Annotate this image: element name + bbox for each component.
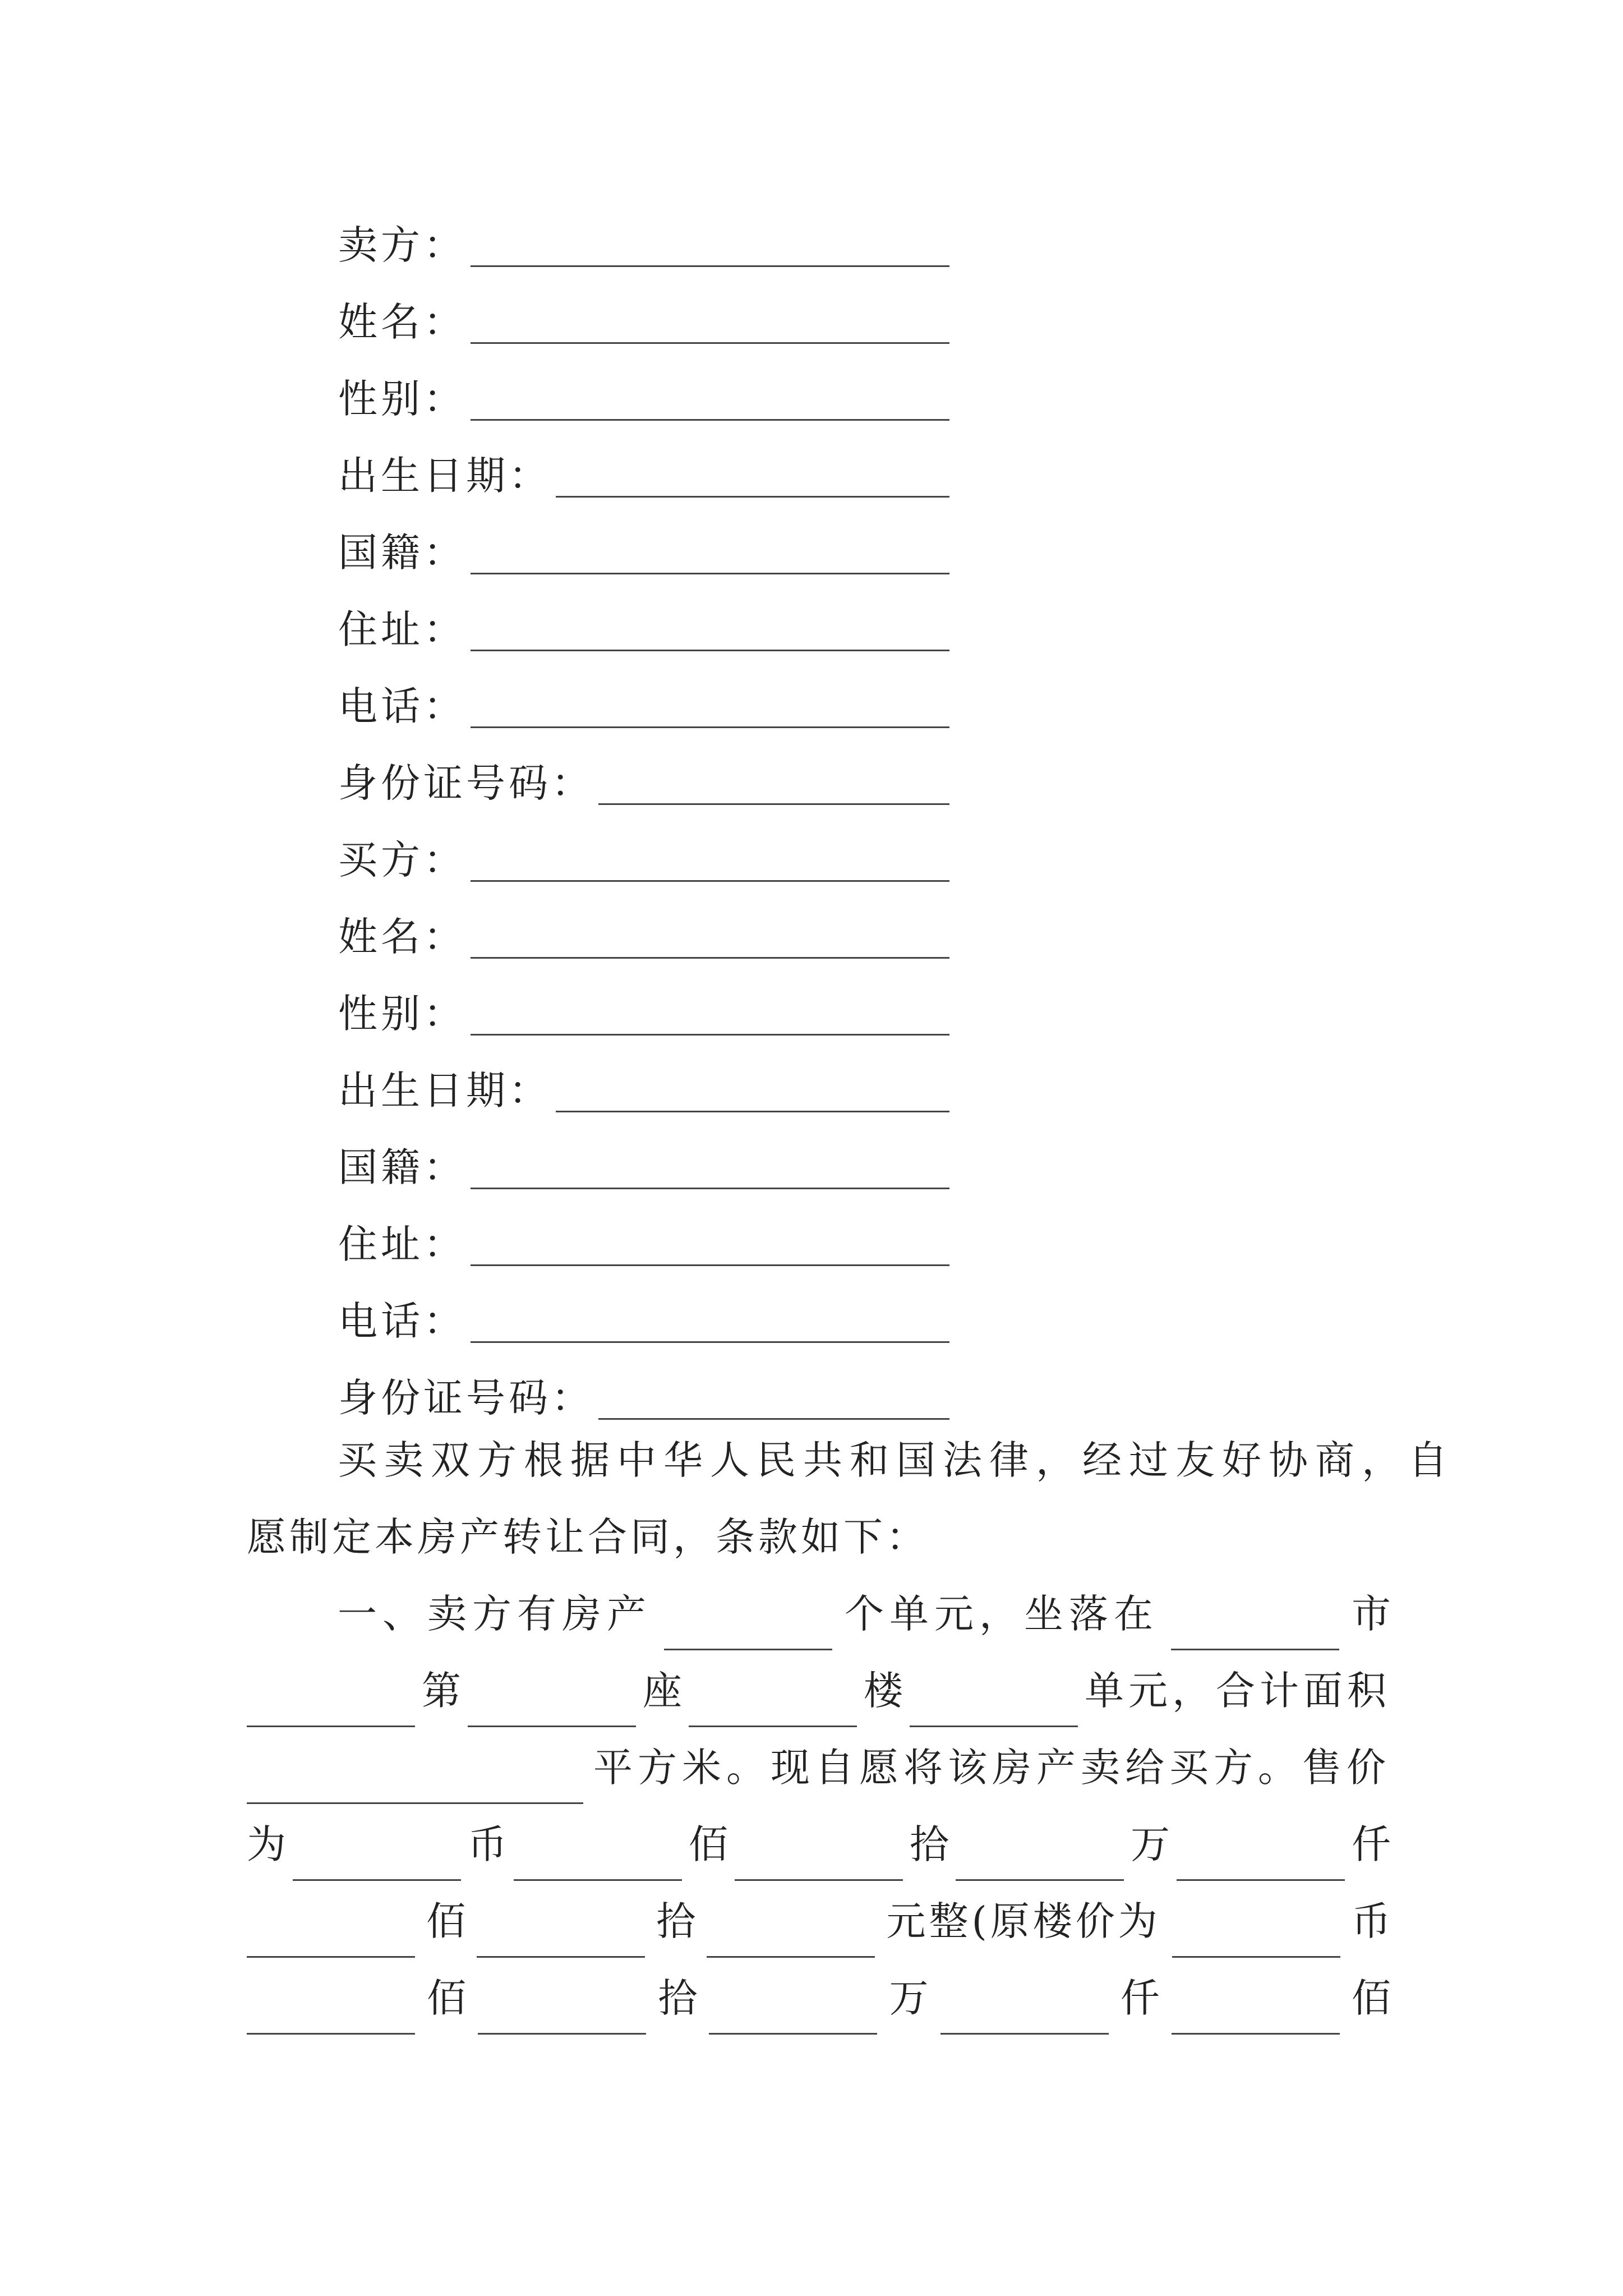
clause-text: 座 xyxy=(643,1668,682,1714)
clause-text: 币 xyxy=(1351,1898,1391,1944)
field-label: 国籍： xyxy=(338,1144,466,1190)
building-blank[interactable] xyxy=(689,1726,857,1727)
seller-party-blank[interactable] xyxy=(471,265,949,267)
field-label: 国籍： xyxy=(338,530,466,576)
field-label: 住址： xyxy=(338,1221,466,1267)
seller-birthdate-blank[interactable] xyxy=(556,496,949,498)
seller-address-row xyxy=(338,586,949,654)
clause-1-line-5 xyxy=(247,1900,1391,1977)
price-ten-million-blank[interactable] xyxy=(735,1879,903,1881)
clause-text: 拾 xyxy=(910,1821,949,1867)
clause-text: 拾 xyxy=(658,1975,698,2021)
clause-text: 仟 xyxy=(1352,1821,1391,1867)
area-blank[interactable] xyxy=(247,1802,583,1804)
field-label: 姓名： xyxy=(338,299,466,345)
clause-text: 仟 xyxy=(1120,1975,1160,2021)
buyer-phone-blank[interactable] xyxy=(471,1341,949,1343)
price-ten-blank[interactable] xyxy=(477,1956,645,1958)
original-hundred-blank[interactable] xyxy=(1172,2033,1340,2035)
seller-nationality-blank[interactable] xyxy=(471,573,949,574)
clause-text: 楼 xyxy=(864,1668,903,1714)
price-million-blank[interactable] xyxy=(956,1879,1124,1881)
clause-text: 拾 xyxy=(656,1898,696,1944)
seller-nationality-row xyxy=(338,509,949,577)
intro-text-2: 愿制定本房产转让合同，条款如下： xyxy=(247,1514,929,1560)
clause-text: 第 xyxy=(422,1668,461,1714)
seller-address-blank[interactable] xyxy=(471,650,949,651)
seller-name-row xyxy=(338,279,949,346)
buyer-address-row xyxy=(338,1201,949,1268)
buyer-birthdate-blank[interactable] xyxy=(556,1111,949,1112)
clause-text: 佰 xyxy=(427,1975,467,2021)
clause-text: 个单元，坐落在 xyxy=(845,1591,1159,1637)
seller-name-blank[interactable] xyxy=(471,342,949,344)
buyer-name-blank[interactable] xyxy=(471,957,949,959)
seller-party-row xyxy=(338,202,949,269)
buyer-id-blank[interactable] xyxy=(598,1418,949,1420)
currency-blank[interactable] xyxy=(293,1879,461,1881)
block-blank[interactable] xyxy=(468,1726,636,1727)
clause-1-line-4 xyxy=(247,1823,1391,1900)
seller-id-row xyxy=(338,740,949,807)
seller-phone-blank[interactable] xyxy=(471,726,949,728)
field-label: 性别： xyxy=(338,376,466,422)
original-million-blank[interactable] xyxy=(709,2033,877,2035)
location-blank[interactable] xyxy=(1171,1649,1339,1650)
buyer-birthdate-row xyxy=(338,1047,949,1115)
clause-text: 元整(原楼价为 xyxy=(886,1898,1161,1944)
clause-text: 佰 xyxy=(426,1898,466,1944)
price-thousand-blank[interactable] xyxy=(1177,1879,1345,1881)
field-label: 出生日期： xyxy=(338,453,551,499)
seller-gender-row xyxy=(338,356,949,423)
clause-text: 平方米。现自愿将该房产卖给买方。售价 xyxy=(593,1745,1391,1791)
intro-paragraph xyxy=(247,1437,1455,1593)
price-hundred-million-blank[interactable] xyxy=(514,1879,682,1881)
seller-id-blank[interactable] xyxy=(598,803,949,805)
original-hundred-million-blank[interactable] xyxy=(247,2033,415,2035)
buyer-name-row xyxy=(338,894,949,961)
clause-text: 为 xyxy=(247,1821,286,1867)
original-currency-blank[interactable] xyxy=(1172,1956,1340,1958)
clause-text: 佰 xyxy=(689,1821,728,1867)
field-label: 住址： xyxy=(338,606,466,652)
original-ten-million-blank[interactable] xyxy=(478,2033,646,2035)
buyer-nationality-blank[interactable] xyxy=(471,1188,949,1189)
field-label: 性别： xyxy=(338,991,466,1037)
intro-text-1: 买卖双方根据中华人民共和国法律，经过友好协商，自 xyxy=(338,1437,1455,1483)
unit-blank[interactable] xyxy=(910,1726,1078,1727)
seller-birthdate-row xyxy=(338,432,949,500)
price-hundred-blank[interactable] xyxy=(247,1956,415,1958)
buyer-party-blank[interactable] xyxy=(471,880,949,882)
field-label: 买方： xyxy=(338,837,466,883)
clause-1-line-6 xyxy=(247,1977,1391,2054)
clause-text: 单元，合计面积 xyxy=(1085,1668,1391,1714)
clause-text: 万 xyxy=(1131,1821,1170,1867)
buyer-gender-row xyxy=(338,970,949,1038)
clause-text: 市 xyxy=(1352,1591,1391,1637)
clause-1-line-3 xyxy=(247,1746,1391,1823)
buyer-party-row xyxy=(338,817,949,884)
seller-gender-blank[interactable] xyxy=(471,419,949,421)
price-unit-blank[interactable] xyxy=(707,1956,875,1958)
field-label: 姓名： xyxy=(338,914,466,960)
field-label: 身份证号码： xyxy=(338,1375,594,1421)
original-thousand-blank[interactable] xyxy=(940,2033,1109,2035)
unit-count-blank[interactable] xyxy=(664,1649,832,1650)
field-label: 卖方： xyxy=(338,222,466,268)
clause-text: 佰 xyxy=(1351,1975,1391,2021)
clause-text: 一、卖方有房产 xyxy=(338,1591,652,1637)
buyer-phone-row xyxy=(338,1278,949,1345)
field-label: 电话： xyxy=(338,683,466,729)
field-label: 出生日期： xyxy=(338,1068,551,1114)
buyer-id-row xyxy=(338,1355,949,1422)
field-label: 电话： xyxy=(338,1298,466,1344)
clause-text: 币 xyxy=(468,1821,507,1867)
buyer-nationality-row xyxy=(338,1124,949,1191)
field-label: 身份证号码： xyxy=(338,760,594,806)
district-blank[interactable] xyxy=(247,1726,415,1727)
seller-phone-row xyxy=(338,663,949,730)
clause-1-paragraph xyxy=(247,1593,1391,2054)
buyer-gender-blank[interactable] xyxy=(471,1034,949,1036)
buyer-address-blank[interactable] xyxy=(471,1264,949,1266)
clause-text: 万 xyxy=(889,1975,929,2021)
